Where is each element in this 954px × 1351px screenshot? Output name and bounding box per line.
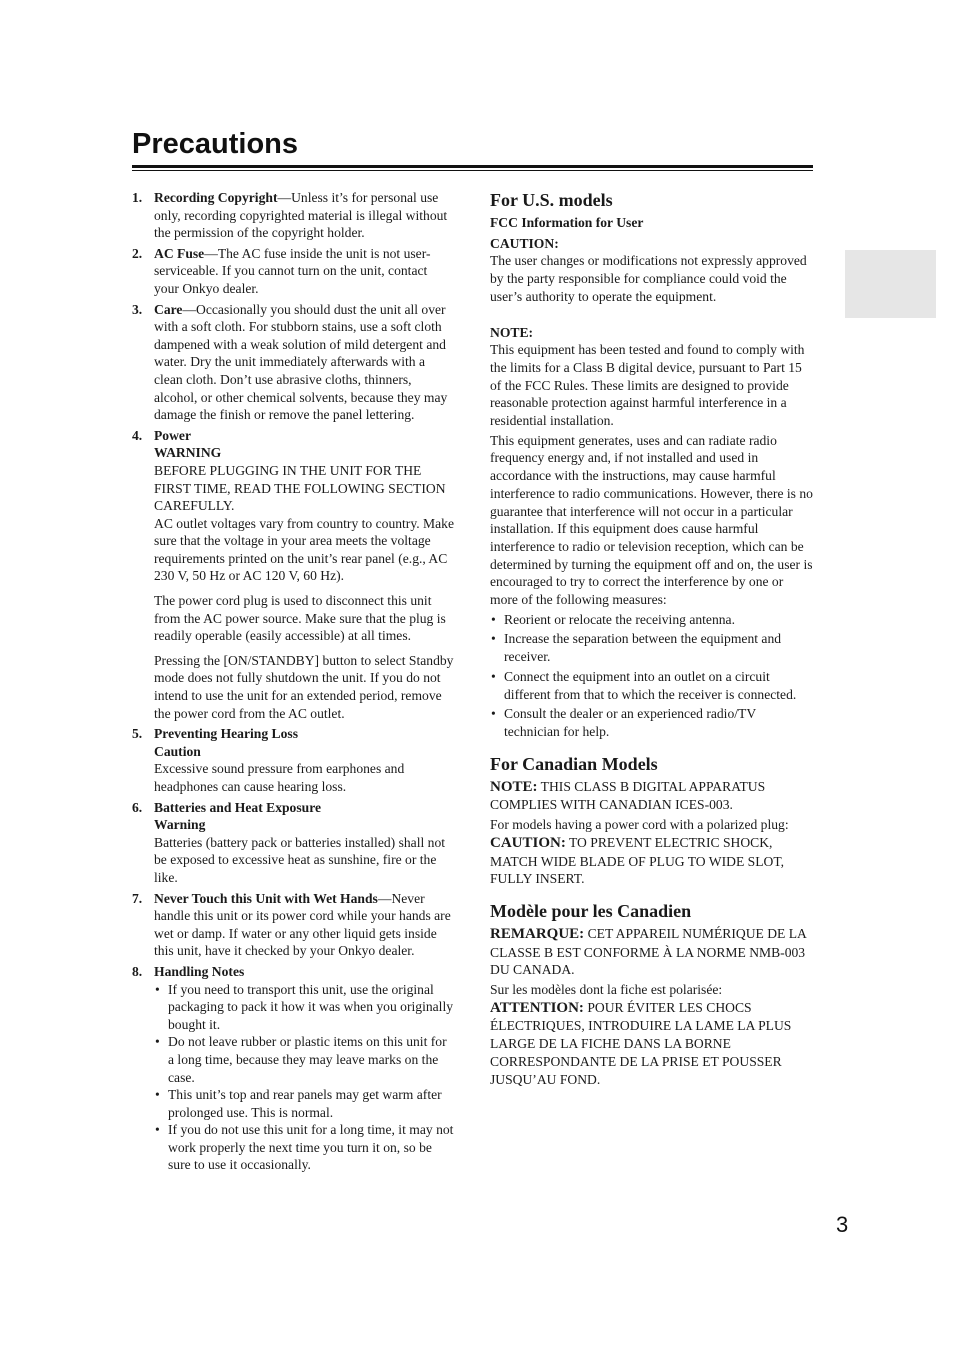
precaution-item-3 xyxy=(132,301,454,424)
precaution-item-1 xyxy=(132,189,454,242)
item-heading: Handling Notes xyxy=(154,963,245,979)
attention-text: POUR ÉVITER LES CHOCS ÉLECTRIQUES, INTRODUIRE LA LAME LA PLUS LARGE DE LA FICHE DANS LA BORNE CORRESPONDANTE DE LA PRISE ET POUSSER JUSQU’AU FOND. xyxy=(490,999,792,1087)
fcc-subheading: FCC Information for User xyxy=(490,215,644,230)
section-heading: For U.S. models xyxy=(490,190,613,210)
item-heading: Power xyxy=(154,427,191,443)
right-column xyxy=(490,189,814,1088)
french-models-section xyxy=(490,900,814,1088)
power-paragraph-3: Pressing the [ON/STANDBY] button to select Standby mode does not fully shutdown the unit. If you do not intend to use the unit for an extended period, remove the power cord from the AC outlet. xyxy=(154,652,454,721)
item-number: 4. xyxy=(132,427,143,443)
item-number: 8. xyxy=(132,963,143,979)
item-subheading: Caution xyxy=(154,743,201,759)
precaution-item-4 xyxy=(132,427,454,723)
item-number: 1. xyxy=(132,190,143,205)
precaution-item-6 xyxy=(132,799,454,887)
item-text: Batteries (battery pack or batteries installed) shall not be exposed to excessive heat as sunshine, fire or the like. xyxy=(154,834,446,885)
item-heading: Preventing Hearing Loss xyxy=(154,726,298,742)
note-paragraph-2: This equipment generates, uses and can radiate radio frequency energy and, if not installed and used in accordance with the instructions, may cause harmful interference to radio communications. However, there is no guarantee that interference will not occur in a particular installation. If this equipment does cause harmful interference to radio or television reception, which can be determined by turning the equipment off and on, the user is encouraged to try to correct the interference by one or more of the following measures: xyxy=(490,432,813,608)
power-paragraph-1: AC outlet voltages vary from country to country. Make sure that the voltage in your area meets the voltage requirements printed on the unit’s rear panel (e.g., AC 230 V, 50 Hz or AC 120 V, 60 Hz). xyxy=(154,515,454,584)
section-heading: Modèle pour les Canadien xyxy=(490,900,692,921)
page-number: 3 xyxy=(836,1212,849,1237)
list-item: • Consult the dealer or an experienced radio/TV technician for help. xyxy=(490,705,814,740)
list-item: • Reorient or relocate the receiving antenna. xyxy=(490,611,814,629)
item-number: 2. xyxy=(132,245,143,261)
list-item: • This unit’s top and rear panels may get warm after prolonged use. This is normal. xyxy=(154,1086,454,1121)
precaution-item-5 xyxy=(132,725,454,795)
list-item: • If you need to transport this unit, use the original packaging to pack it how it was when you originally bought it. xyxy=(154,981,454,1034)
item-heading: Never Touch this Unit with Wet Hands xyxy=(154,890,378,906)
remarque-text: CET APPAREIL NUMÉRIQUE DE LA CLASSE B EST CONFORME À LA NORME NMB-003 DU CANADA. xyxy=(490,925,807,978)
list-item: • If you do not use this unit for a long time, it may not work properly the next time you turn it on, so be sure to use it occasionally. xyxy=(154,1121,454,1174)
item-heading: Care xyxy=(154,301,183,317)
section-heading: For Canadian Models xyxy=(490,753,658,774)
precaution-item-2 xyxy=(132,245,454,298)
note-label: NOTE: xyxy=(490,324,534,340)
list-item: • Increase the separation between the equipment and receiver. xyxy=(490,630,814,665)
list-item: • Connect the equipment into an outlet on a circuit different from that to which the receiver is connected. xyxy=(490,668,814,703)
precaution-item-7 xyxy=(132,890,454,960)
left-column xyxy=(132,189,454,1177)
item-text: —Unless it’s for personal use only, recording copyrighted material is illegal without the permission of the copyright holder. xyxy=(154,190,448,241)
attention-label: ATTENTION: xyxy=(490,999,584,1016)
fiche-text: Sur les modèles dont la fiche est polarisée: xyxy=(490,982,723,998)
note-text: THIS CLASS B DIGITAL APPARATUS COMPLIES WITH CANADIAN ICES-003. xyxy=(490,778,766,813)
item-number: 7. xyxy=(132,890,143,906)
us-models-section xyxy=(490,189,814,741)
handling-notes-list xyxy=(154,981,454,1175)
item-text: —Occasionally you should dust the unit all over with a soft cloth. For stubborn stains, use a soft cloth dampened with a weak solution of mild detergent and water. Dry the unit immediately afterwards with a clean cloth. Don’t use abrasive cloths, thinners, alcohol, or other chemical solvents, because they may damage the finish or remove the panel lettering. xyxy=(154,301,448,423)
item-number: 6. xyxy=(132,799,143,815)
item-heading: Batteries and Heat Exposure xyxy=(154,799,322,815)
title-rule xyxy=(132,165,813,168)
power-paragraph-2: The power cord plug is used to disconnect this unit from the AC power source. Make sure that the plug is readily operable (easily accessible) at all times. xyxy=(154,593,446,644)
title-rule-thin xyxy=(132,170,813,171)
precaution-item-8 xyxy=(132,963,454,1174)
item-subheading: Warning xyxy=(154,817,206,833)
note-paragraph-1: This equipment has been tested and found to comply with the limits for a Class B digital device, pursuant to Part 15 of the FCC Rules. These limits are designed to provide reasonable protection against harmful interference in a residential installation. xyxy=(490,342,805,429)
caution-label: CAUTION: xyxy=(490,235,559,251)
caution-label: CAUTION: xyxy=(490,834,566,851)
item-number: 5. xyxy=(132,726,143,742)
caution-text: TO PREVENT ELECTRIC SHOCK, MATCH WIDE BLADE OF PLUG TO WIDE SLOT, FULLY INSERT. xyxy=(490,834,785,887)
section-tab xyxy=(845,250,936,318)
caution-text: The user changes or modifications not expressly approved by the party responsible for compliance could void the user’s authority to operate the equipment. xyxy=(490,253,807,304)
item-heading: AC Fuse xyxy=(154,245,205,261)
item-number: 3. xyxy=(132,301,143,317)
list-item: • Do not leave rubber or plastic items on this unit for a long time, because they may leave marks on the case. xyxy=(154,1033,454,1086)
item-heading: Recording Copyright xyxy=(154,190,278,205)
canadian-models-section xyxy=(490,753,814,888)
measures-list xyxy=(490,611,814,741)
item-text: —The AC fuse inside the unit is not user-serviceable. If you cannot turn on the unit, contact your Onkyo dealer. xyxy=(154,245,431,296)
note-label: NOTE: xyxy=(490,778,538,795)
polarized-plug-text: For models having a power cord with a polarized plug: xyxy=(490,817,789,833)
page-title: Precautions xyxy=(132,128,298,160)
item-subheading: WARNING xyxy=(154,445,222,461)
item-text: —Never handle this unit or its power cord while your hands are wet or damp. If water or any other liquid gets inside this unit, have it checked by your Onkyo dealer. xyxy=(154,890,451,959)
item-text: Excessive sound pressure from earphones and headphones can cause hearing loss. xyxy=(154,761,405,794)
warning-caps-text: BEFORE PLUGGING IN THE UNIT FOR THE FIRST TIME, READ THE FOLLOWING SECTION CAREFULLY. xyxy=(154,462,446,514)
remarque-label: REMARQUE: xyxy=(490,925,585,942)
